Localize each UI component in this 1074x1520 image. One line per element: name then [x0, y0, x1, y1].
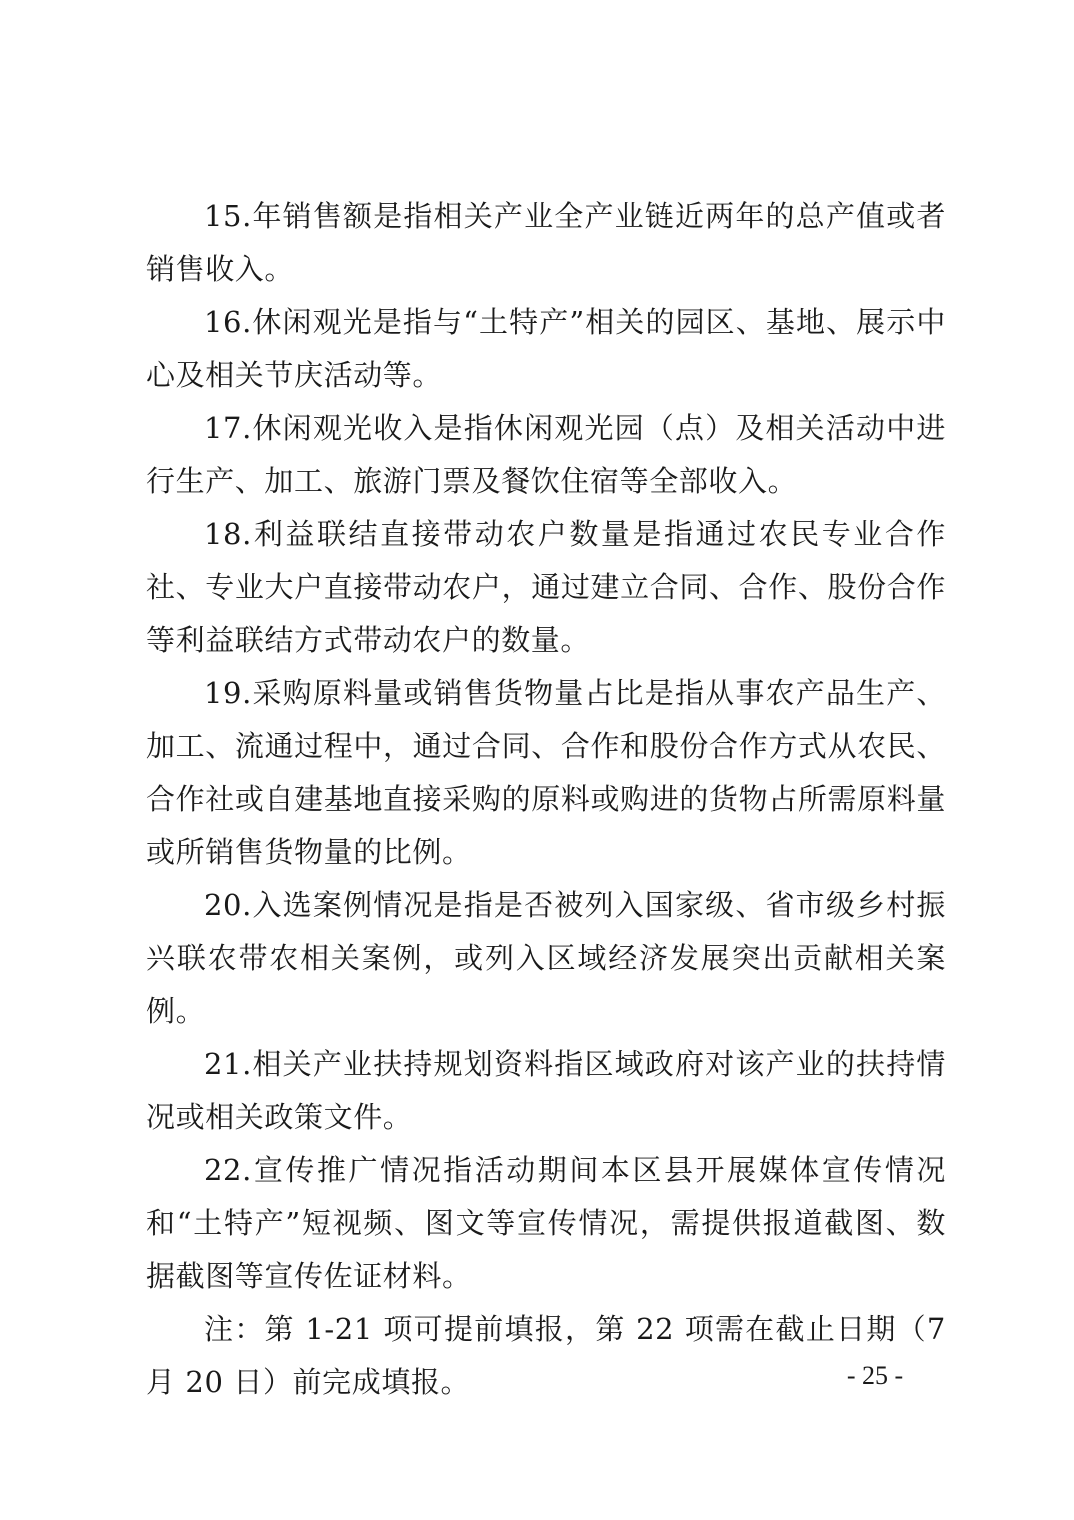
paragraph-21: 21.相关产业扶持规划资料指区域政府对该产业的扶持情况或相关政策文件。: [146, 1047, 946, 1134]
page-number: - 25 -: [846, 1361, 904, 1390]
paragraph-16: 16.休闲观光是指与“土特产”相关的园区、基地、展示中心及相关节庆活动等。: [146, 305, 946, 392]
note-paragraph: 注：第 1-21 项可提前填报，第 22 项需在截止日期（7 月 20 日）前完成填报。: [146, 1312, 946, 1399]
paragraph-18: 18.利益联结直接带动农户数量是指通过农民专业合作社、专业大户直接带动农户，通过建立合同、合作、股份合作等利益联结方式带动农户的数量。: [146, 517, 946, 657]
paragraph-15: 15.年销售额是指相关产业全产业链近两年的总产值或者销售收入。: [146, 199, 946, 286]
paragraph-17: 17.休闲观光收入是指休闲观光园（点）及相关活动中进行生产、加工、旅游门票及餐饮住宿等全部收入。: [146, 411, 946, 498]
document-body: [146, 190, 946, 1409]
paragraph-22: 22.宣传推广情况指活动期间本区县开展媒体宣传情况和“土特产”短视频、图文等宣传情况，需提供报道截图、数据截图等宣传佐证材料。: [146, 1153, 946, 1293]
paragraph-20: 20.入选案例情况是指是否被列入国家级、省市级乡村振兴联农带农相关案例，或列入区域经济发展突出贡献相关案例。: [146, 888, 946, 1028]
paragraph-19: 19.采购原料量或销售货物量占比是指从事农产品生产、加工、流通过程中，通过合同、合作和股份合作方式从农民、合作社或自建基地直接采购的原料或购进的货物占所需原料量或所销售货物量的比例。: [146, 676, 946, 869]
